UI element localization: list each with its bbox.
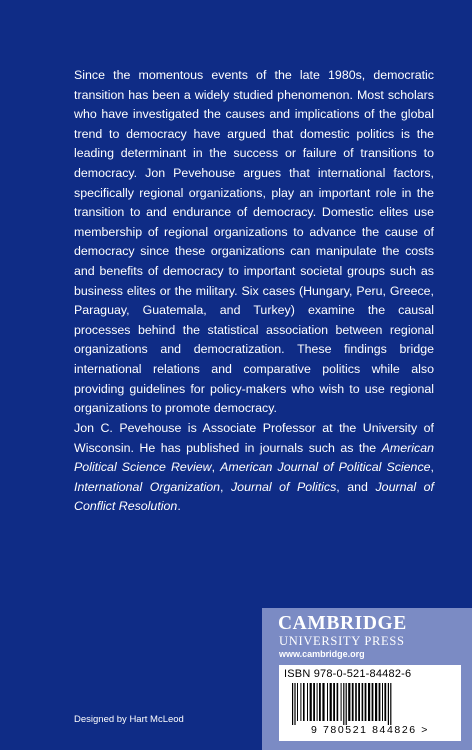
barcode-bar (292, 683, 293, 725)
barcode-bar (330, 683, 332, 721)
barcode-bar (388, 683, 389, 725)
barcode-bar (372, 683, 374, 721)
barcode-bar (317, 683, 318, 721)
barcode-bar (337, 683, 339, 721)
barcode-bar (348, 683, 350, 721)
author-bio (74, 419, 434, 517)
barcode-bar (365, 683, 367, 721)
journal-title: International Organization (74, 479, 220, 494)
barcode-panel (279, 665, 461, 741)
journal-title: American Journal of Political Science (220, 460, 431, 475)
publisher-logo-subname: UNIVERSITY PRESS (279, 634, 405, 648)
journal-title: Journal of Politics (230, 479, 337, 494)
bio-end: . (177, 499, 181, 514)
barcode-bar (375, 683, 377, 721)
barcode-bar (352, 683, 354, 721)
journal-title: Journal of Conflict Resolution (74, 479, 434, 514)
barcode-bar (297, 683, 298, 721)
barcode-bar (333, 683, 335, 721)
bio-separator: , (430, 460, 434, 475)
barcode-bar (300, 683, 301, 721)
barcode-bar (362, 683, 364, 721)
barcode-icon (288, 683, 452, 725)
barcode-digits (279, 724, 461, 736)
barcode-bar (382, 683, 383, 721)
barcode-bar (358, 683, 360, 721)
barcode-bar (307, 683, 308, 721)
barcode-bar (368, 683, 370, 721)
isbn-label: ISBN 978-0-521-84482-6 (284, 668, 412, 680)
bio-separator: , (220, 479, 231, 494)
barcode-bar (355, 683, 357, 721)
barcode-bar (319, 683, 321, 721)
publisher-logo-name: CAMBRIDGE (278, 613, 407, 634)
barcode-bar (390, 683, 391, 725)
bio-intro: Jon C. Pevehouse is Associate Professor at the University of Wisconsin. He has published in journals such as the (74, 421, 434, 455)
barcode-bar (343, 683, 344, 725)
barcode-bar (346, 683, 347, 725)
barcode-bar (310, 683, 312, 721)
designer-credit: Designed by Hart McLeod (74, 714, 184, 725)
barcode-number: 9 780521 844826 (310, 724, 417, 736)
journal-title: American Political Science Review (74, 440, 434, 475)
barcode-bar (294, 683, 295, 725)
barcode-bar (384, 683, 386, 721)
barcode-bar (341, 683, 342, 721)
barcode-bar (303, 683, 305, 721)
barcode-bar (322, 683, 324, 721)
barcode-end-mark: > (421, 724, 429, 736)
book-description: Since the momentous events of the late 1980s, democratic transition has been a widely studied phenomenon. Most scholars who have investigated the causes and implications of the global trend to democracy have argued that domestic politics is the leading determinant in the success or failure of transitions to democracy. Jon Pevehouse argues that international factors, specifically regional organizations, play an important role in the transition to and endurance of democracy. Domestic elites use membership of regional organizations to advance the cause of democracy since these organizations can manipulate the costs and benefits of democracy to important societal groups such as business elites or the military. Six cases (Hungary, Peru, Greece, Paraguay, Guatemala, and Turkey) examine the causal processes behind the statistical association between regional organizations and democratization. These findings bridge international relations and comparative politics while also providing guidelines for policy-makers who wish to use regional organizations to promote democracy. (74, 68, 434, 416)
bio-separator: , (211, 460, 221, 475)
barcode-bar (379, 683, 381, 721)
barcode-bar (313, 683, 315, 721)
publisher-url: www.cambridge.org (279, 649, 365, 659)
bio-separator: , and (336, 479, 376, 494)
barcode-bar (327, 683, 328, 721)
